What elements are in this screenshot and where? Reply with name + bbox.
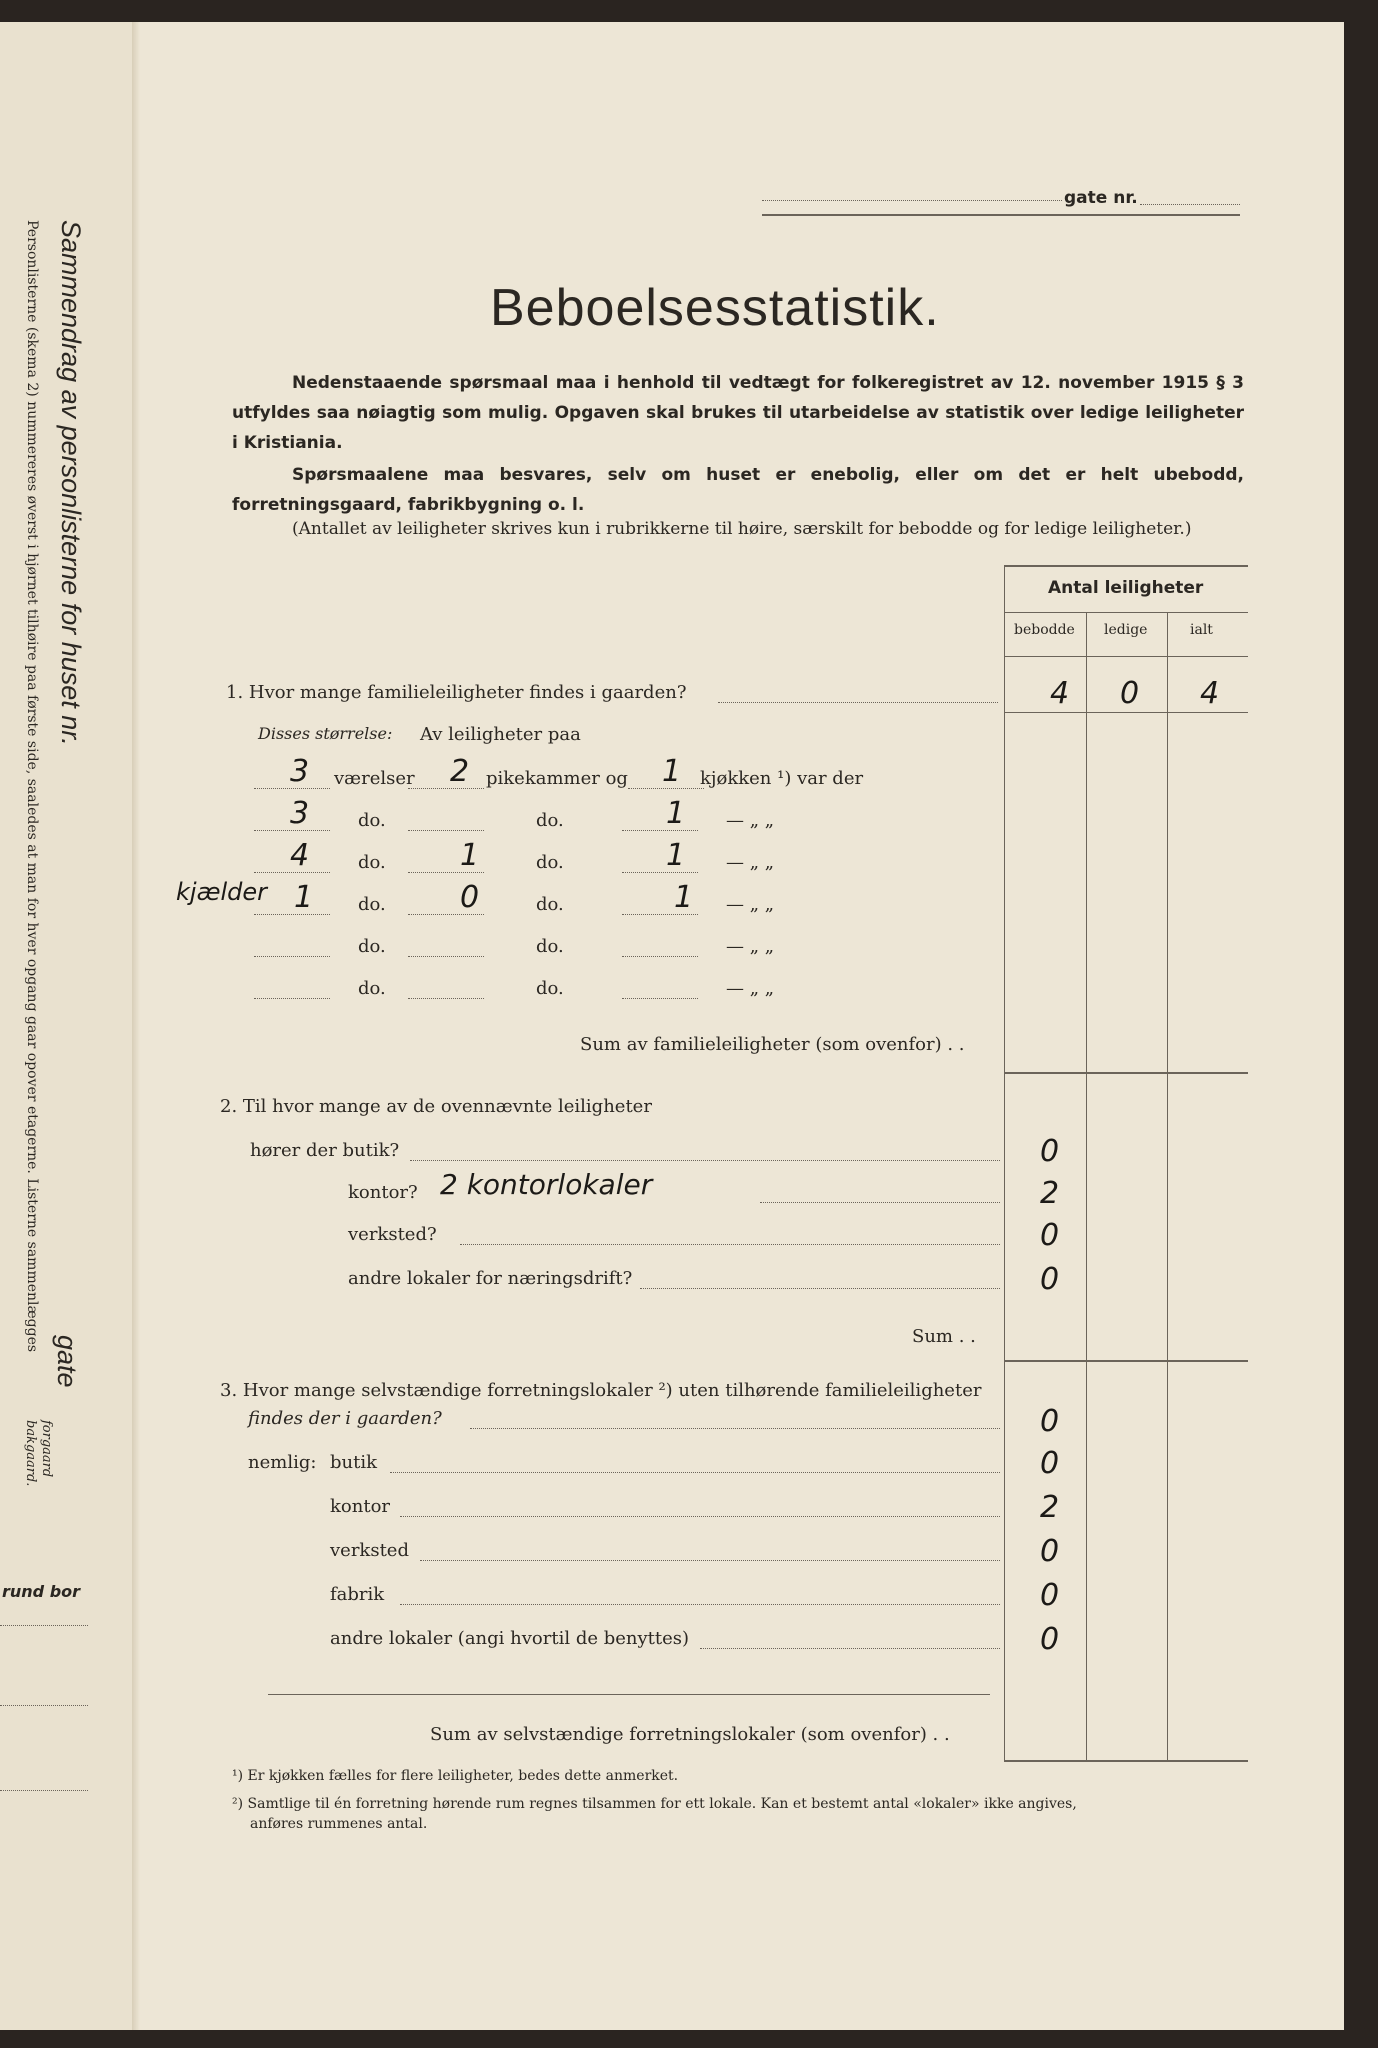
q3-item: kontor	[330, 1496, 391, 1517]
pike-value: 0	[460, 880, 480, 915]
q3-nemlig: nemlig:	[248, 1452, 317, 1473]
q3-item: butik	[330, 1452, 378, 1473]
kjok-label: kjøkken ¹) var der	[700, 768, 864, 789]
footnote-3: anføres rummenes antal.	[250, 1816, 428, 1832]
kjok-value: 1	[666, 796, 686, 831]
vaer-label: do.	[358, 936, 386, 957]
q2-value: 0	[1040, 1218, 1060, 1253]
vaer-label: do.	[358, 852, 386, 873]
table-rule	[1004, 656, 1248, 657]
intro-p1: Nedenstaaende spørsmaal maa i henhold til vedtægt for folkeregistret av 12. november 1915 § 3 utfyldes saa nøiagtig som mulig. Opgaven skal brukes til utarbeidelse av statistik over ledige leiligheter i Kristiania.	[232, 373, 1244, 453]
col-ledige: ledige	[1104, 622, 1148, 638]
scan-border-right	[1344, 0, 1378, 2048]
q3-rule	[268, 1694, 990, 1695]
size-rows	[250, 754, 1010, 1022]
q2-label: 2. Til hvor mange av de ovennævnte leiligheter	[220, 1096, 652, 1117]
gate-nr-line	[1140, 204, 1240, 205]
side-bakgaard: bakgaard.	[23, 1420, 38, 1487]
table-vline	[1004, 565, 1005, 1760]
q1-dots	[718, 702, 998, 703]
vaer-label: do.	[358, 810, 386, 831]
kjok-label: — „ „	[726, 936, 775, 957]
q2-item: andre lokaler for næringsdrift?	[348, 1268, 633, 1289]
table-rule	[1004, 1360, 1248, 1362]
scan-border-top	[0, 0, 1378, 22]
vaer-label: do.	[358, 894, 386, 915]
q2-value: 0	[1040, 1262, 1060, 1297]
q3-value: 0	[1040, 1404, 1060, 1439]
footnote-2: ²) Samtlige til én forretning hørende rum regnes tilsammen for ett lokale. Kan et bestemt antal «lokaler» ikke angives,	[232, 1796, 1077, 1812]
margin-note: kjælder	[176, 878, 267, 906]
table-title: Antal leiligheter	[1048, 578, 1204, 598]
q3-label2: findes der i gaarden?	[248, 1408, 442, 1429]
side-line	[0, 1705, 88, 1706]
table-bottom	[1004, 1760, 1248, 1762]
pike-label: do.	[536, 978, 564, 999]
q3-value: 0	[1040, 1622, 1060, 1657]
q1-ialt: 4	[1200, 676, 1220, 711]
page-title: Beboelsesstatistik.	[490, 279, 940, 337]
side-line	[0, 1790, 88, 1791]
gate-nr-label: gate nr.	[1064, 188, 1138, 208]
col-ialt: ialt	[1190, 622, 1213, 638]
kjok-label: — „ „	[726, 852, 775, 873]
q1-size-label: Disses størrelse:	[258, 724, 393, 743]
pike-label: pikekammer og	[486, 768, 628, 789]
pike-value: 2	[450, 754, 470, 789]
pike-value: 1	[460, 838, 480, 873]
q3-item: verksted	[330, 1540, 409, 1561]
side-note: Personlisterne (skema 2) nummereres øverst i hjørnet tilhøire paa første side, saaledes at man for hver opgang gaar opover etagerne. Listerne sammenlægges	[24, 220, 40, 1353]
col-bebodde: bebodde	[1014, 622, 1075, 638]
q1-ledige: 0	[1120, 676, 1140, 711]
q3-sum: Sum av selvstændige forretningslokaler (som ovenfor) . .	[430, 1724, 950, 1745]
vaer-value: 1	[294, 880, 314, 915]
side-title: Sammendrag av personlisterne for huset nr.	[56, 220, 86, 746]
table-rule	[1004, 612, 1248, 613]
side-forgaard: forgaard	[39, 1420, 54, 1478]
page-fold	[132, 20, 140, 2030]
pike-label: do.	[536, 936, 564, 957]
q3-value: 0	[1040, 1578, 1060, 1613]
footnote-1: ¹) Er kjøkken fælles for flere leiligheter, bedes dette anmerket.	[232, 1768, 679, 1784]
kjok-value: 1	[666, 838, 686, 873]
side-line	[0, 1625, 88, 1626]
kjok-value: 1	[662, 754, 682, 789]
intro-p2: Spørsmaalene maa besvares, selv om huset er enebolig, eller om det er helt ubebodd, forretningsgaard, fabrikbygning o. l.	[232, 465, 1244, 515]
kjok-label: — „ „	[726, 978, 775, 999]
vaer-label: værelser	[334, 768, 415, 789]
gate-line	[762, 200, 1062, 201]
pike-label: do.	[536, 894, 564, 915]
q3-item: andre lokaler (angi hvortil de benyttes)	[330, 1628, 690, 1649]
q1-bebodde: 4	[1050, 676, 1070, 711]
kjok-label: — „ „	[726, 894, 775, 915]
q2-value: 2	[1040, 1176, 1060, 1211]
q1-size-sub: Av leiligheter paa	[420, 724, 581, 745]
vaer-value: 4	[290, 838, 310, 873]
q2-item: hører der butik?	[250, 1140, 400, 1161]
q3-item: fabrik	[330, 1584, 385, 1605]
gate-underline	[762, 214, 1240, 216]
kjok-value: 1	[674, 880, 694, 915]
q3-label: 3. Hvor mange selvstændige forretningslokaler ²) uten tilhørende familieleiligheter	[220, 1380, 982, 1401]
pike-label: do.	[536, 852, 564, 873]
table-top	[1004, 565, 1248, 567]
table-vline	[1167, 612, 1168, 1760]
q1-sum: Sum av familieleiligheter (som ovenfor) . .	[580, 1034, 965, 1055]
table-rule	[1004, 1072, 1248, 1074]
q2-value: 0	[1040, 1134, 1060, 1169]
q3-value: 0	[1040, 1534, 1060, 1569]
vaer-label: do.	[358, 978, 386, 999]
table-vline	[1086, 612, 1087, 1760]
table-rule	[1004, 712, 1248, 713]
q2-note: 2 kontorlokaler	[440, 1168, 653, 1201]
q2-item: verksted?	[348, 1224, 437, 1245]
q3-value: 2	[1040, 1490, 1060, 1525]
kjok-label: — „ „	[726, 810, 775, 831]
intro-p3: (Antallet av leiligheter skrives kun i rubrikkerne til høire, særskilt for bebodde og for ledige leiligheter.)	[292, 519, 1192, 539]
side-grund: rund bor	[2, 1582, 81, 1601]
q1-label: 1. Hvor mange familieleiligheter findes i gaarden?	[226, 682, 687, 703]
q2-item: kontor?	[348, 1182, 418, 1203]
pike-label: do.	[536, 810, 564, 831]
vaer-value: 3	[290, 754, 310, 789]
q2-sum: Sum . .	[912, 1326, 976, 1347]
q3-value: 0	[1040, 1446, 1060, 1481]
side-gate: gate	[52, 1335, 82, 1388]
vaer-value: 3	[290, 796, 310, 831]
